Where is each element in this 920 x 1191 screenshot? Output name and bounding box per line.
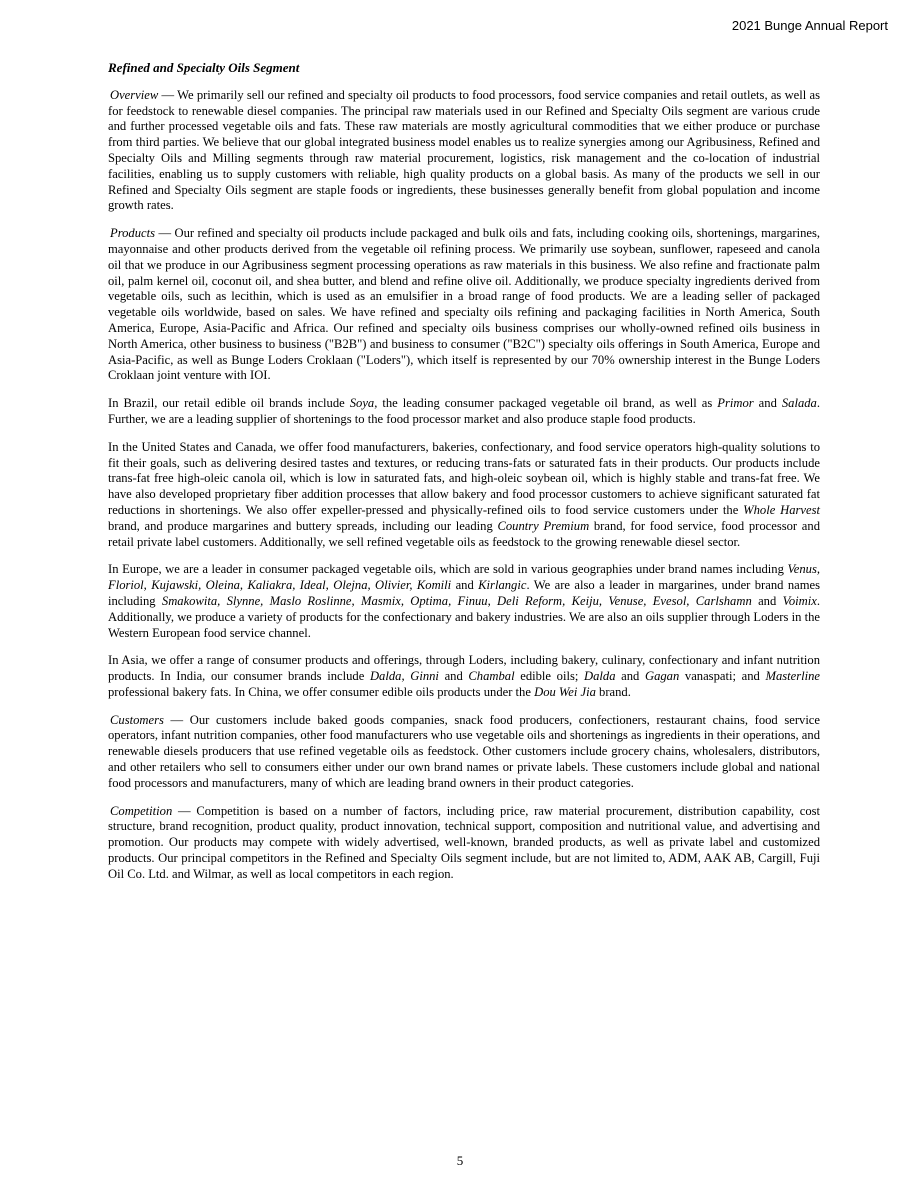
paragraph-text: vanaspati; and xyxy=(679,669,766,684)
paragraph-us-canada xyxy=(108,440,820,551)
paragraph-text: We primarily sell our refined and specialty oil products to food processors, food service companies and retail outlets, as well as for feedstock to renewable diesel companies. The principal raw materials used in our Refined and Specialty Oils segment are various crude and further processed vegetable oils and fats. These raw materials are mostly agricultural commodities that we either produce or purchase from third parties. We believe that our global integrated business model enables us to realize synergies among our Agribusiness, Refined and Specialty Oils and Milling segments through raw material procurement, logistics, risk management and the co-location of industrial facilities, enabling us to supply customers with reliable, high quality products on a global basis. As many of the products we sell in our Refined and Specialty Oils segment are staple foods or ingredients, these businesses generally benefit from global population and income growth rates. xyxy=(108,87,820,213)
paragraph-lead: Products xyxy=(110,226,156,241)
paragraph-overview: Overview — We primarily sell our refined and specialty oil products to food processors, food service companies and retail outlets, as well as for feedstock to renewable diesel companies. The principal raw materials used in our Refined and Specialty Oils segment are various crude and further processed vegetable oils and fats. These raw materials are mostly agricultural commodities that we either produce or purchase from third parties. We believe that our global integrated business model enables us to realize synergies among our Agribusiness, Refined and Specialty Oils and Milling segments through raw material procurement, logistics, risk management and the co-location of industrial facilities, enabling us to supply customers with reliable, high quality products on a global basis. As many of the products we sell in our Refined and Specialty Oils segment are staple foods or ingredients, these businesses generally benefit from global population and income growth rates. xyxy=(108,87,820,213)
paragraph-text: brand. xyxy=(595,684,631,699)
paragraph-europe xyxy=(108,562,820,641)
section-heading: Refined and Specialty Oils Segment xyxy=(108,60,300,75)
brand-name-text: Primor xyxy=(717,396,754,411)
brand-name-text: Salada xyxy=(781,396,817,411)
paragraph-text: and xyxy=(751,593,783,608)
paragraph-products: Products — Our refined and specialty oil products include packaged and bulk oils and fats, including cooking oils, shortenings, margarines, mayonnaise and other products derived from the vegetable oil refining process. We primarily use soybean, sunflower, rapeseed and canola oil that we produce in our Agribusiness segment processing operations as raw materials in this business. We also refine and fractionate palm oil, palm kernel oil, coconut oil, and shea butter, and blend and refine olive oil. Additionally, we produce specialty ingredients derived from vegetable oils, such as lecithin, which is used as an emulsifier in a broad range of food products. We are a leading seller of packaged vegetable oils worldwide, based on sales. We have refined and specialty oils refining and packaging facilities in North America, South America, Europe, Asia-Pacific and Africa. Our refined and specialty oils business comprises our wholly-owned refined oils business in North America, other business to business ("B2B") and business to consumer ("B2C") specialty oils offerings in South America, Europe and Asia-Pacific, as well as Bunge Loders Croklaan ("Loders"), which itself is represented by our 70% ownership interest in the Bunge Loders Croklaan joint venture with IOI. xyxy=(108,226,821,383)
brand-name-text: Dalda, Ginni xyxy=(369,669,439,684)
paragraph-text: Our refined and specialty oil products include packaged and bulk oils and fats, including cooking oils, shortenings, margarines, mayonnaise and other products derived from the vegetable oil refining process. We primarily use soybean, sunflower, rapeseed and canola oil that we produce in our Agribusiness segment processing operations as raw materials in this business. We also refine and fractionate palm oil, palm kernel oil, coconut oil, and shea butter, and blend and refine olive oil. Additionally, we produce specialty ingredients derived from vegetable oils, such as lecithin, which is used as an emulsifier in a broad range of food products. We are a leading seller of packaged vegetable oils worldwide, based on sales. We have refined and specialty oils refining and packaging facilities in North America, South America, Europe, Asia-Pacific and Africa. Our refined and specialty oils business comprises our wholly-owned refined oils business in North America, other business to business ("B2B") and business to consumer ("B2C") specialty oils offerings in South America, Europe and Asia-Pacific, as well as Bunge Loders Croklaan ("Loders"), which itself is represented by our 70% ownership interest in the Bunge Loders Croklaan joint venture with IOI. xyxy=(108,226,821,383)
brand-name-text: Smakowita, Slynne, Maslo Roslinne, Masmix, Optima, Finuu, Deli Reform, Keiju, Venuse, Evesol, Carlshamn xyxy=(161,593,752,608)
main-content xyxy=(108,60,820,895)
paragraph-lead: Overview xyxy=(110,87,159,102)
paragraph-text: In Brazil, our retail edible oil brands include xyxy=(108,396,350,411)
brand-name-text: Voimix xyxy=(782,593,817,608)
paragraph-brazil xyxy=(108,396,820,428)
paragraph-lead: Customers xyxy=(110,712,164,727)
paragraph-asia xyxy=(108,653,820,700)
brand-name-text: Chambal xyxy=(468,669,515,684)
brand-name-text: Kirlangic xyxy=(478,578,527,593)
paragraph-text: brand, for food service, food processor and retail private label customers. Additionally, we sell refined vegetable oils as feedstock to the growing renewable diesel sector. xyxy=(108,518,820,549)
paragraph-text: Competition is based on a number of factors, including price, raw material procurement, distribution capability, cost structure, brand recognition, product quality, product innovation, technical support, composition and nutritional value, and advertising and promotion. Our products may compete with widely advertised, well-known, branded products, as well as private label and customized products. Our principal competitors in the Refined and Specialty Oils segment include, but are not limited to, ADM, AAK AB, Cargill, Fuji Oil Co. Ltd. and Wilmar, as well as local competitors in each region. xyxy=(108,803,821,881)
paragraph-text: professional bakery fats. In China, we offer consumer edible oils products under the xyxy=(108,684,535,699)
paragraph-text: . We are also a leader in margarines, under brand names including xyxy=(108,578,820,608)
paragraph-text: and xyxy=(451,578,479,593)
paragraph-text: In Asia, we offer a range of consumer products and offerings, through Loders, including bakery, culinary, confectionary and infant nutrition products. In India, our consumer brands include xyxy=(108,653,820,684)
brand-name-text: Country Premium xyxy=(497,518,590,533)
paragraph-text: and xyxy=(753,396,782,411)
paragraph-text: . Additionally, we produce a variety of products for the confectionary and bakery industries. We are also an oils supplier through Loders in the Western European food service channel. xyxy=(108,593,821,640)
paragraph-text: In the United States and Canada, we offer food manufacturers, bakeries, confectionary, and food service operators high-quality solutions to fit their goals, such as delivering desired tastes and textures, or reducing trans-fats or saturated fats in their products. Our products include trans-fat free high-oleic canola oil, which is low in saturated fats, and high-oleic soybean oil, which is highly stable and trans-fat free. We have also developed proprietary fiber addition processes that allow bakery and food processor customers to achieve significant saturated fat reductions in shortenings. We also offer expeller-pressed and physically-refined oils to food service customers under the xyxy=(108,439,820,517)
paragraph-text: Our customers include baked goods companies, snack food producers, confectioners, restaurant chains, food service operators, infant nutrition companies, other food manufacturers who use vegetable oils and shortenings as ingredients in their operations, and renewable diesels producers that use refined vegetable oils as feedstock. Other customers include grocery chains, wholesalers, distributors, and other retailers who sell to consumers either under our own brand names or private labels. These customers include global and national food processors and manufacturers, many of which are leading brand owners in their product categories. xyxy=(108,712,820,790)
brand-name-text: Masterline xyxy=(765,669,821,684)
paragraph-text: and xyxy=(438,669,469,684)
brand-name-text: Dalda xyxy=(584,669,616,684)
brand-name-text: Soya xyxy=(349,396,375,411)
brand-name-text: Venus, Floriol, Kujawski, Oleina, Kaliakra, Ideal, Olejna, Olivier, Komili xyxy=(108,562,820,593)
paragraph-lead: Competition xyxy=(110,803,173,818)
paragraph-customers: Customers — Our customers include baked goods companies, snack food producers, confectioners, restaurant chains, food service operators, infant nutrition companies, other food manufacturers who use vegetable oils and shortenings as ingredients in their operations, and renewable diesels producers that use refined vegetable oils as feedstock. Other customers include grocery chains, wholesalers, distributors, and other retailers who sell to consumers either under our own brand names or private labels. These customers include global and national food processors and manufacturers, many of which are leading brand owners in their product categories. xyxy=(108,712,820,790)
page-number: 5 xyxy=(456,1153,464,1168)
report-header-title: 2021 Bunge Annual Report xyxy=(731,18,888,33)
paragraph-text: and xyxy=(615,669,645,684)
brand-name-text: Whole Harvest xyxy=(743,502,820,517)
paragraph-text: edible oils; xyxy=(514,669,584,684)
paragraph-text: . Further, we are a leading supplier of shortenings to the food processor market and also produce staple food products. xyxy=(108,396,820,426)
paragraph-text: In Europe, we are a leader in consumer packaged vegetable oils, which are sold in various geographies under brand names including xyxy=(108,562,788,577)
paragraph-competition: Competition — Competition is based on a number of factors, including price, raw material procurement, distribution capability, cost structure, brand recognition, product quality, product innovation, technical support, composition and nutritional value, and advertising and promotion. Our products may compete with widely advertised, well-known, branded products, as well as private label and customized products. Our principal competitors in the Refined and Specialty Oils segment include, but are not limited to, ADM, AAK AB, Cargill, Fuji Oil Co. Ltd. and Wilmar, as well as local competitors in each region. xyxy=(108,803,821,881)
brand-name-text: Gagan xyxy=(644,669,680,684)
paragraph-text: brand, and produce margarines and buttery spreads, including our leading xyxy=(108,518,498,533)
paragraph-text: , the leading consumer packaged vegetable oil brand, as well as xyxy=(374,396,718,411)
brand-name-text: Dou Wei Jia xyxy=(534,684,596,699)
